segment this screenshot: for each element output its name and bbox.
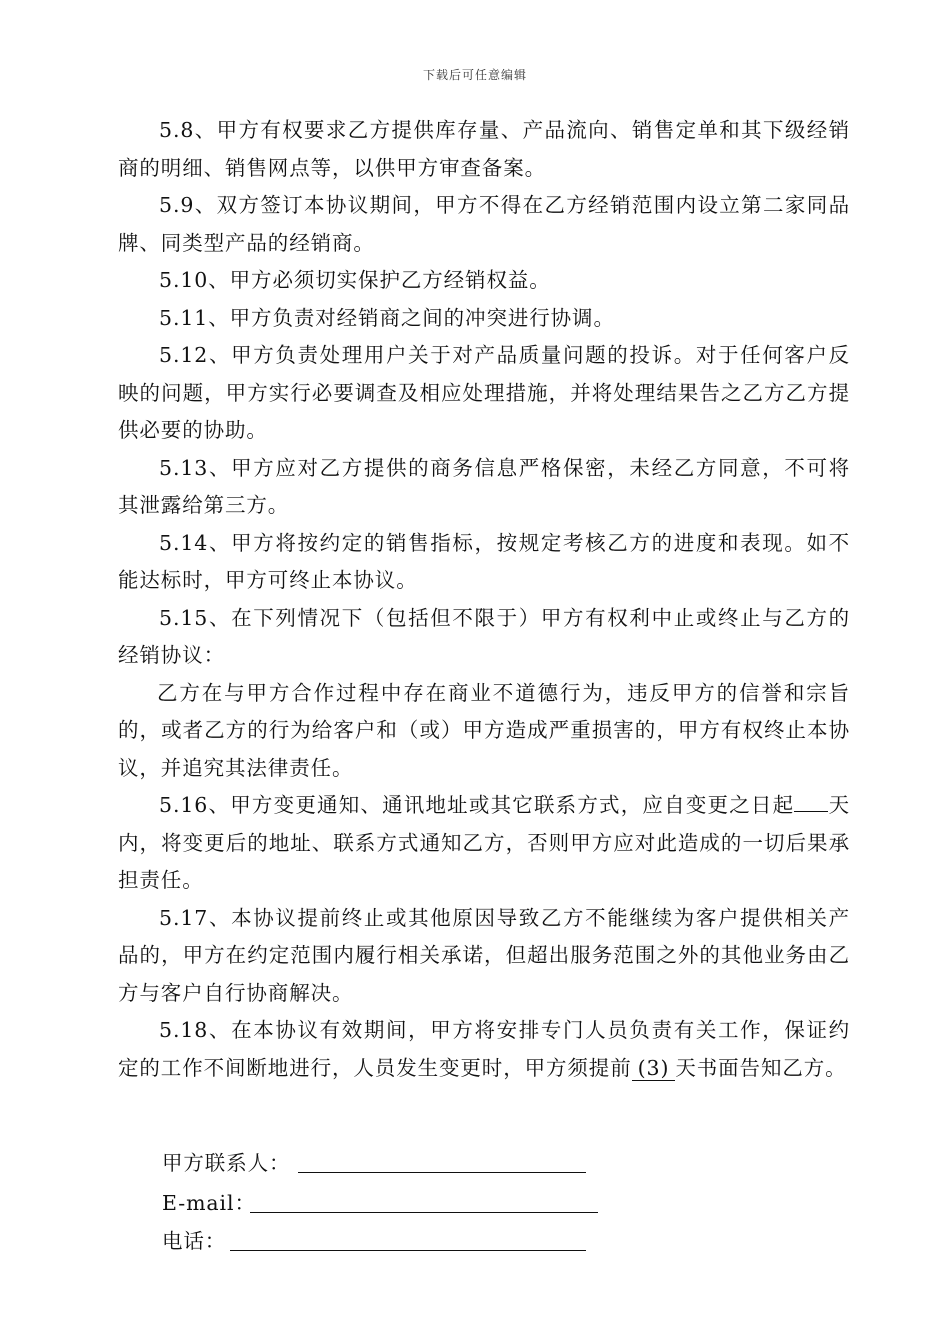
clause-5-16-text-b: 天内，将变更后的地址、联系方式通知乙方，否则甲方应对此造成的一切后果承担责任。	[118, 793, 850, 892]
clause-5-17: 5.17、本协议提前终止或其他原因导致乙方不能继续为客户提供相关产品的，甲方在约定范围内履行相关承诺，但超出服务范围之外的其他业务由乙方与客户自行协商解决。	[118, 905, 850, 1005]
contact-row	[162, 1146, 290, 1176]
email-row	[162, 1186, 256, 1216]
clause-5-18-text-a: 5.18、在本协议有效期间，甲方将安排专门人员负责有关工作，保证约定的工作不间断地进行，人员发生变更时，甲方须提前	[118, 1018, 850, 1080]
clause-5-12: 5.12、甲方负责处理用户关于对产品质量问题的投诉。对于任何客户反映的问题，甲方实行必要调查及相应处理措施，并将处理结果告之乙方乙方提供必要的协助。	[118, 343, 850, 442]
phone-row	[162, 1224, 226, 1254]
email-field[interactable]	[250, 1212, 598, 1213]
email-label: E-mail：	[162, 1191, 256, 1215]
phone-label: 电话：	[162, 1229, 227, 1253]
clause-5-18	[118, 1012, 850, 1087]
clause-5-8: 5.8、甲方有权要求乙方提供库存量、产品流向、销售定单和其下级经销商的明细、销售网点等，以供甲方审查备案。	[118, 118, 850, 180]
contact-field[interactable]	[298, 1172, 586, 1173]
contact-label: 甲方联系人：	[162, 1151, 291, 1175]
phone-field[interactable]	[230, 1250, 586, 1251]
clause-5-10: 5.10、甲方必须切实保护乙方经销权益。	[159, 268, 551, 292]
document-body	[118, 112, 850, 1087]
clause-5-16	[118, 787, 850, 900]
clause-5-18-text-b: 天书面告知乙方。	[675, 1055, 847, 1080]
clause-5-15-detail: 乙方在与甲方合作过程中存在商业不道德行为，违反甲方的信誉和宗旨的，或者乙方的行为给客户和（或）甲方造成严重损害的，甲方有权终止本协议，并追究其法律责任。	[118, 680, 850, 780]
page-header: 下载后可任意编辑	[422, 68, 527, 82]
days-blank[interactable]	[794, 789, 828, 812]
notice-days-fill: (3)	[632, 1056, 676, 1081]
clause-5-13: 5.13、甲方应对乙方提供的商务信息严格保密，未经乙方同意，不可将其泄露给第三方。	[118, 455, 850, 517]
clause-5-16-text-a: 5.16、甲方变更通知、通讯地址或其它联系方式，应自变更之日起	[159, 793, 795, 817]
clause-5-9: 5.9、双方签订本协议期间，甲方不得在乙方经销范围内设立第二家同品牌、同类型产品的经销商。	[118, 193, 850, 255]
clause-5-14: 5.14、甲方将按约定的销售指标，按规定考核乙方的进度和表现。如不能达标时，甲方可终止本协议。	[118, 530, 850, 592]
clause-5-11: 5.11、甲方负责对经销商之间的冲突进行协调。	[159, 305, 615, 330]
clause-5-15: 5.15、在下列情况下（包括但不限于）甲方有权利中止或终止与乙方的经销协议：	[118, 605, 850, 667]
